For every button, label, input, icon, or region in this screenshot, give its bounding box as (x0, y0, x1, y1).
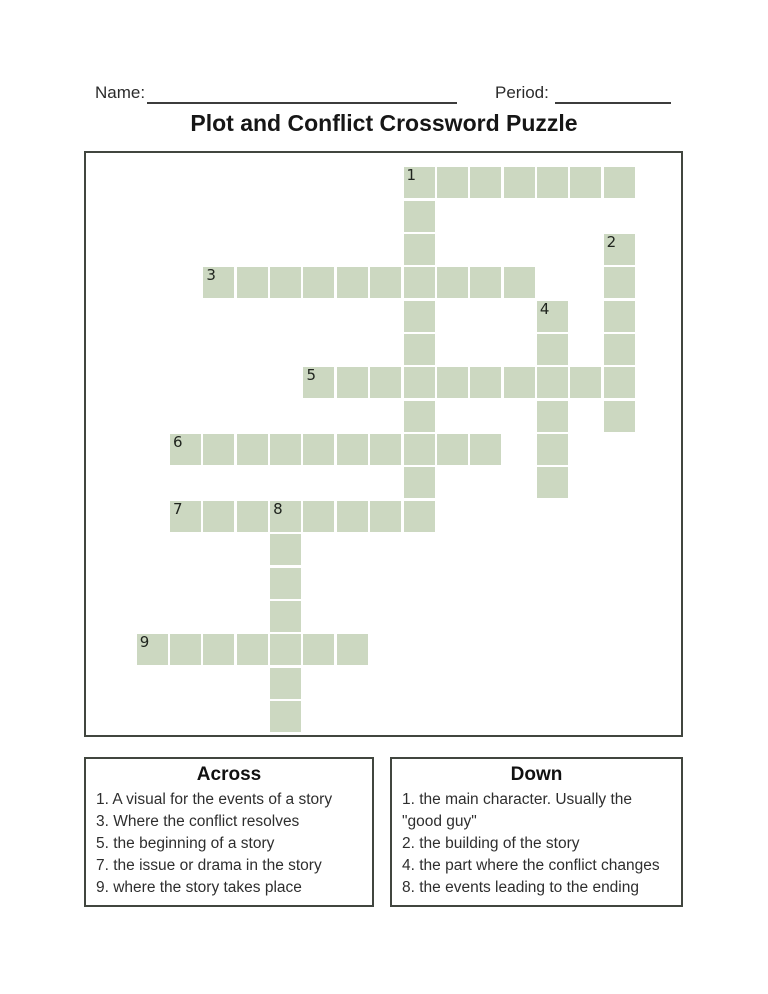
clue-item: 4. the part where the conflict changes (402, 857, 660, 874)
grid-cell[interactable] (404, 301, 435, 332)
grid-cell[interactable] (537, 334, 568, 365)
grid-cell[interactable] (203, 634, 234, 665)
grid-cell[interactable] (303, 501, 334, 532)
cell-number: 3 (206, 266, 216, 285)
down-clue-box (390, 757, 683, 907)
grid-cell[interactable] (337, 434, 368, 465)
grid-cell[interactable] (237, 267, 268, 298)
grid-cell[interactable] (437, 267, 468, 298)
grid-cell[interactable] (604, 401, 635, 432)
grid-cell[interactable] (537, 467, 568, 498)
grid-cell[interactable] (504, 367, 535, 398)
grid-cell[interactable] (604, 334, 635, 365)
grid-cell[interactable] (537, 401, 568, 432)
grid-cell[interactable] (337, 267, 368, 298)
cell-number: 9 (139, 633, 150, 652)
grid-cell[interactable] (470, 434, 501, 465)
across-clue-list (86, 789, 372, 899)
crossword-grid (84, 151, 683, 737)
grid-cell[interactable] (237, 434, 268, 465)
grid-cell[interactable] (404, 201, 435, 232)
down-title: Down (510, 764, 563, 785)
grid-cell[interactable] (504, 267, 535, 298)
clue-item: 5. the beginning of a story (96, 835, 275, 852)
clue-item: 1. A visual for the events of a story (96, 791, 333, 808)
grid-cell[interactable] (303, 634, 334, 665)
grid-cell[interactable] (404, 467, 435, 498)
grid-cell[interactable] (604, 367, 635, 398)
grid-cell[interactable] (404, 434, 435, 465)
name-blank-line[interactable] (147, 102, 457, 104)
grid-cell[interactable] (504, 167, 535, 198)
grid-cell[interactable] (270, 434, 301, 465)
grid-cell[interactable] (570, 367, 601, 398)
across-clue-box (84, 757, 374, 907)
cell-number: 7 (173, 499, 183, 518)
period-label: Period: (495, 83, 549, 102)
across-title: Across (196, 764, 262, 785)
grid-cell[interactable] (203, 267, 234, 298)
grid-cell[interactable] (303, 434, 334, 465)
grid-cell[interactable] (404, 167, 435, 198)
grid-cell[interactable] (604, 234, 635, 265)
clue-item: 2. the building of the story (402, 835, 580, 852)
grid-cell[interactable] (437, 434, 468, 465)
clue-item: 8. the events leading to the ending (402, 879, 639, 896)
grid-cell[interactable] (303, 267, 334, 298)
grid-cell[interactable] (404, 334, 435, 365)
grid-cell[interactable] (237, 634, 268, 665)
cell-number: 5 (306, 366, 316, 385)
grid-cell[interactable] (337, 367, 368, 398)
cell-number: 8 (273, 499, 283, 518)
down-clue-list (392, 789, 681, 899)
grid-cell[interactable] (404, 367, 435, 398)
clue-item: 7. the issue or drama in the story (96, 857, 322, 874)
grid-cell[interactable] (470, 367, 501, 398)
grid-cell[interactable] (303, 367, 334, 398)
grid-cell[interactable] (270, 634, 301, 665)
grid-cell[interactable] (270, 267, 301, 298)
grid-cell[interactable] (370, 434, 401, 465)
grid-cell[interactable] (537, 167, 568, 198)
grid-cell[interactable] (237, 501, 268, 532)
period-blank-line[interactable] (555, 102, 671, 104)
grid-cell[interactable] (270, 701, 301, 732)
grid-cell[interactable] (537, 434, 568, 465)
grid-cell[interactable] (570, 167, 601, 198)
name-label: Name: (95, 83, 146, 102)
grid-cell[interactable] (404, 401, 435, 432)
grid-cell[interactable] (370, 367, 401, 398)
cell-number: 1 (406, 166, 417, 185)
grid-cell[interactable] (404, 267, 435, 298)
grid-cell[interactable] (337, 501, 368, 532)
grid-cell[interactable] (437, 167, 468, 198)
page-title: Plot and Conflict Crossword Puzzle (190, 110, 578, 136)
grid-cell[interactable] (270, 601, 301, 632)
grid-cell[interactable] (604, 267, 635, 298)
grid-cell[interactable] (470, 267, 501, 298)
grid-cell[interactable] (203, 501, 234, 532)
cell-number: 4 (539, 299, 550, 318)
cell-number: 2 (606, 233, 617, 251)
grid-cell[interactable] (137, 634, 168, 665)
grid-cell[interactable] (170, 634, 201, 665)
grid-cell[interactable] (270, 501, 301, 532)
grid-cell[interactable] (370, 501, 401, 532)
grid-cell[interactable] (170, 501, 201, 532)
clue-item: 1. the main character. Usually the "good guy" (402, 791, 633, 830)
grid-cell[interactable] (404, 234, 435, 265)
grid-cell[interactable] (470, 167, 501, 198)
grid-cell[interactable] (604, 167, 635, 198)
grid-cell[interactable] (437, 367, 468, 398)
grid-cell[interactable] (337, 634, 368, 665)
grid-cell[interactable] (404, 501, 435, 532)
grid-cell[interactable] (270, 568, 301, 599)
grid-cell[interactable] (203, 434, 234, 465)
grid-cell[interactable] (170, 434, 201, 465)
clue-item: 3. Where the conflict resolves (96, 813, 300, 830)
clue-item: 9. where the story takes place (96, 879, 302, 896)
grid-cell[interactable] (270, 668, 301, 699)
grid-cell[interactable] (370, 267, 401, 298)
grid-cell[interactable] (604, 301, 635, 332)
cell-number: 6 (173, 433, 183, 452)
grid-cell[interactable] (270, 534, 301, 565)
grid-cell[interactable] (537, 301, 568, 332)
grid-cell[interactable] (537, 367, 568, 398)
